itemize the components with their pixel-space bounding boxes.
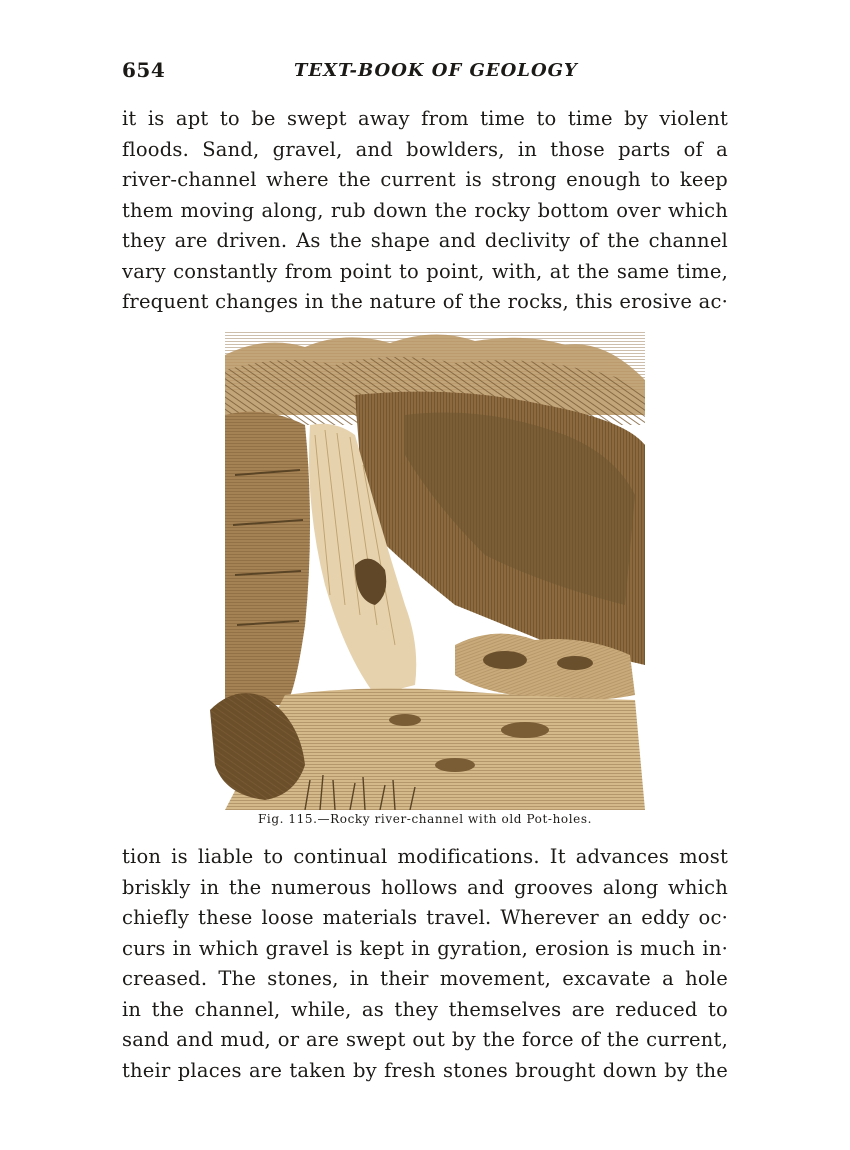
text-line: vary constantly from point to point, with, at the same time,	[122, 259, 728, 283]
pothole	[389, 714, 421, 726]
text-line: chiefly these loose materials travel. Wherever an eddy oc·	[122, 906, 728, 929]
running-head: TEXT-BOOK OF GEOLOGY	[294, 60, 578, 81]
text-line: sand and mud, or are swept out by the force of the current,	[122, 1028, 728, 1051]
text-line: it is apt to be swept away from time to time by violent	[122, 107, 728, 130]
pothole	[501, 722, 549, 738]
figure-caption: Fig. 115.—Rocky river-channel with old Pot-holes.	[257, 812, 593, 826]
figure-engraving	[205, 325, 650, 810]
text-line: creased. The stones, in their movement, excavate a hole	[122, 967, 728, 990]
text-line: them moving along, rub down the rocky bottom over which	[122, 198, 728, 222]
page-header	[122, 58, 728, 88]
text-line: they are driven. As the shape and declivity of the channel	[122, 229, 728, 252]
text-line: tion is liable to continual modifications. It advances most	[122, 845, 728, 868]
body-paragraph-top	[122, 104, 728, 318]
page-number: 654	[122, 58, 166, 82]
engraving-illustration	[205, 325, 650, 810]
body-paragraph-bottom	[122, 842, 728, 1086]
text-line: their places are taken by fresh stones brought down by the	[122, 1058, 728, 1082]
pothole	[483, 651, 527, 669]
pothole	[435, 758, 475, 772]
text-line: briskly in the numerous hollows and grooves along which	[122, 875, 728, 899]
text-line: river-channel where the current is strong enough to keep	[122, 168, 728, 191]
text-line: in the channel, while, as they themselves are reduced to	[122, 997, 728, 1021]
text-line: floods. Sand, gravel, and bowlders, in those parts of a	[122, 137, 728, 161]
pothole	[557, 656, 593, 670]
text-line: frequent changes in the nature of the rocks, this erosive ac·	[122, 290, 728, 313]
text-line: curs in which gravel is kept in gyration, erosion is much in·	[122, 936, 728, 960]
